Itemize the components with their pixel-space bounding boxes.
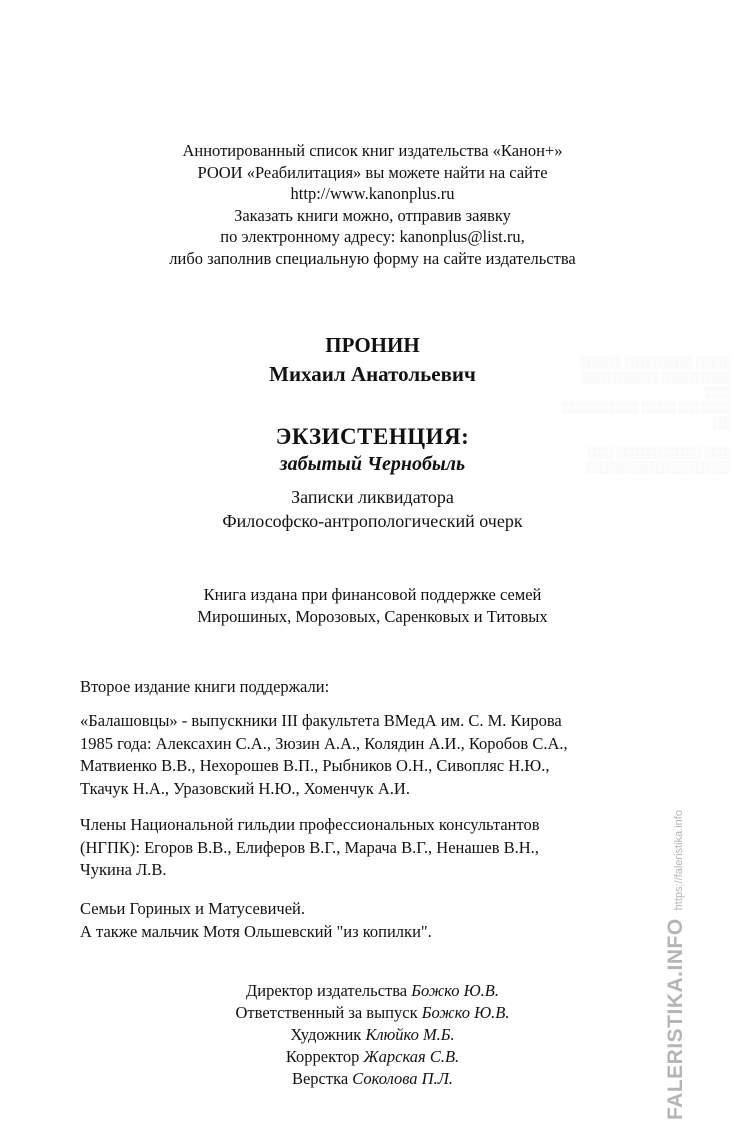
credit-role: Ответственный за выпуск xyxy=(235,1003,418,1022)
book-desc-line: Философско-антропологический очерк xyxy=(222,511,523,531)
credit-person: Божко Ю.В. xyxy=(411,981,500,1000)
supporters-line: 1985 года: Алексахин С.А., Зюзин А.А., Колядин А.И., Коробов С.А., xyxy=(80,733,568,753)
credit-person: Клюйко М.Б. xyxy=(365,1025,455,1044)
credits-block xyxy=(0,980,745,1090)
author-name: Михаил Анатольевич xyxy=(269,362,476,386)
funding-line: Книга издана при финансовой поддержке семей xyxy=(203,585,542,604)
funding-note xyxy=(0,584,745,628)
book-desc-line: Записки ликвидатора xyxy=(291,487,454,507)
credit-role: Художник xyxy=(290,1025,362,1044)
book-description xyxy=(0,485,745,533)
credit-person: Жарская С.В. xyxy=(363,1047,460,1066)
annotation-line: РООИ «Реабилитация» вы можете найти на сайте xyxy=(197,162,548,182)
annotation-line: Аннотированный список книг издательства «Канон+» xyxy=(182,141,563,160)
annotation-line: либо заполнив специальную форму на сайте издательства xyxy=(169,248,576,268)
supporters-line: Ткачук Н.А., Уразовский Н.Ю., Хоменчук А.И. xyxy=(80,778,410,798)
funding-line: Мирошиных, Морозовых, Саренковых и Титовых xyxy=(197,607,548,626)
supporters-line: (НГПК): Егоров В.В., Елиферов В.Г., Марача В.Г., Ненашев В.Н., xyxy=(80,837,539,857)
credit-line xyxy=(0,1046,745,1068)
supporters-line: Чукина Л.В. xyxy=(80,860,167,879)
website-url: http://www.kanonplus.ru xyxy=(290,184,455,203)
watermark-main: FALERISTIKA.INFO xyxy=(664,918,687,1120)
book-title: ЭКЗИСТЕНЦИЯ: xyxy=(275,424,470,449)
credit-line xyxy=(0,1024,745,1046)
credit-person: Соколова П.Л. xyxy=(352,1069,454,1088)
site-watermark xyxy=(664,810,688,1120)
credit-role: Директор издательства xyxy=(245,981,408,1000)
email-line: по электронному адресу: kanonplus@list.ru, xyxy=(220,227,525,246)
credit-role: Корректор xyxy=(285,1047,360,1066)
supporters-line: Матвиенко В.В., Нехорошев В.П., Рыбников О.Н., Сивопляс Н.Ю., xyxy=(80,756,550,775)
credit-person: Божко Ю.В. xyxy=(421,1003,510,1022)
credit-line xyxy=(0,980,745,1002)
book-subtitle: забытый Чернобыль xyxy=(279,453,466,475)
watermark-url: https://faleristika.info xyxy=(673,810,685,911)
credit-line xyxy=(0,1002,745,1024)
supporters-group-balashovtsy xyxy=(80,710,680,800)
show-through-text: ░░░░ ░░░░░░░░ ░░░░░ ░░░░░░░░ ░░░░░░░░░ ░░░ ░░░░░░ ░░░░ ░░░░░░░░░ ░░ ░░░ ░░░░░░░░░░ ░░░ ░░░░░░░░░░░░░░░░░ xyxy=(562,355,730,474)
support-heading: Второе издание книги поддержали: xyxy=(80,677,330,696)
supporters-group-families xyxy=(80,898,680,943)
supporters-group-ngpk xyxy=(80,814,680,882)
supporters-line: А также мальчик Мотя Ольшевский "из копилки". xyxy=(80,921,432,941)
credit-line xyxy=(0,1068,745,1090)
supporters-line: Семьи Гориных и Матусевичей. xyxy=(80,899,305,918)
author-surname: ПРОНИН xyxy=(325,333,420,357)
credit-role: Верстка xyxy=(291,1069,349,1088)
supporters-line: «Балашовцы» - выпускники III факультета ВМедА им. С. М. Кирова xyxy=(80,711,562,730)
supporters-line: Члены Национальной гильдии профессиональных консультантов xyxy=(80,815,540,834)
annotation-block xyxy=(0,140,745,269)
annotation-line: Заказать книги можно, отправив заявку xyxy=(234,205,511,225)
